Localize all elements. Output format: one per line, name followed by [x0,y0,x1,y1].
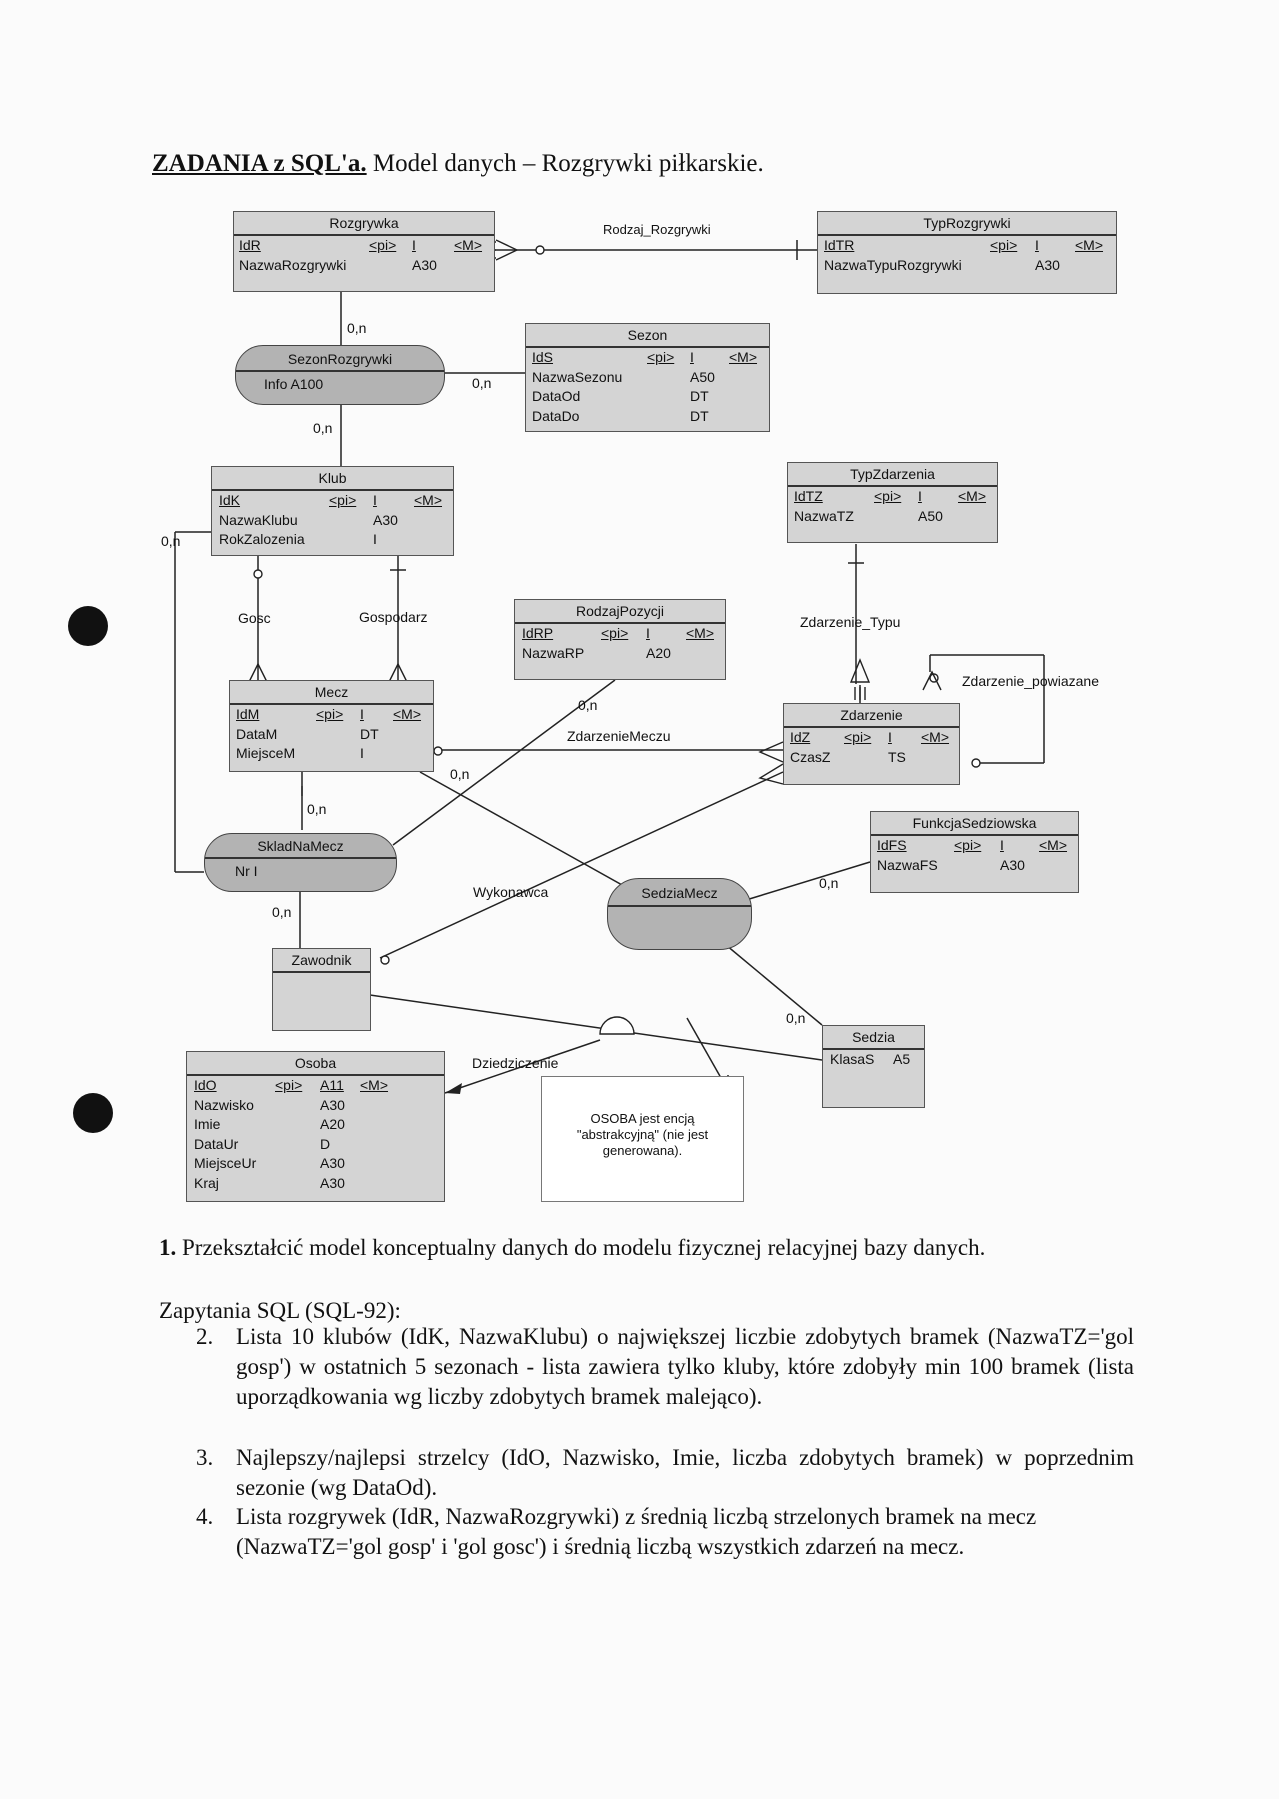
entity-mecz: Mecz IdM <pi> I <M> DataM DT MiejsceM I [229,680,434,772]
label-cardinality: 0,n [472,375,492,391]
entity-rozgrywka: Rozgrywka IdR <pi> I <M> NazwaRozgrywki A30 [233,211,495,292]
entity-funkcjasedziowska: FunkcjaSedziowska IdFS <pi> I <M> NazwaFS A30 [870,811,1079,893]
query-text: Lista 10 klubów (IdK, NazwaKlubu) o największej liczbie zdobytych bramek (NazwaTZ='gol gosp') w ostatnich 5 sezonach - lista zawiera tylko kluby, które zdobyły min 100 bramek (lista uporządkowania wg liczby zdobytych bramek malejąco). [236,1324,1134,1409]
relation-skladnamecz: SkladNaMecz Nr I [204,833,397,892]
label-cardinality: 0,n [161,533,181,549]
entity-osoba: Osoba IdO <pi> A11 <M> Nazwisko A30 Imie A20 DataUr D MiejsceUr A30 Kraj A30 [186,1051,445,1202]
task-1: 1. Przekształcić model konceptualny danych do modelu fizycznej relacyjnej bazy danych. [159,1235,986,1260]
entity-typrozgrywki: TypRozgrywki IdTR <pi> I <M> NazwaTypuRozgrywki A30 [817,211,1117,294]
query-item: 2. [196,1324,214,1349]
label-cardinality: 0,n [272,904,292,920]
label-rodzaj-rozgrywki: Rodzaj_Rozgrywki [603,222,711,237]
punch-hole [68,606,108,646]
entity-zdarzenie: Zdarzenie IdZ <pi> I <M> CzasZ TS [783,703,960,785]
entity-typzdarzenia: TypZdarzenia IdTZ <pi> I <M> NazwaTZ A50 [787,462,998,543]
query-item: 4. [196,1504,214,1529]
query-text: Najlepszy/najlepsi strzelcy (IdO, Nazwisko, Imie, liczba zdobytych bramek) w poprzednim sezonie (wg DataOd). [236,1445,1134,1500]
label-gospodarz: Gospodarz [359,609,428,625]
entity-sezon: Sezon IdS <pi> I <M> NazwaSezonu A50 DataOd DT DataDo DT [525,323,770,432]
label-wykonawca: Wykonawca [473,884,549,900]
entity-zawodnik: Zawodnik [272,948,371,1031]
page-title: ZADANIA z SQL'a. Model danych – Rozgrywki piłkarskie. [152,150,764,177]
note-text: OSOBA jest encją "abstrakcyjną" (nie jest generowana). [576,1111,709,1158]
entity-rodzajpozycji: RodzajPozycji IdRP <pi> I <M> NazwaRP A20 [514,599,726,680]
label-cardinality: 0,n [307,801,327,817]
label-cardinality: 0,n [450,766,470,782]
label-zdarzenie-typu: Zdarzenie_Typu [800,614,901,630]
label-cardinality: 0,n [786,1010,806,1026]
relation-sezonrozgrywki: SezonRozgrywki Info A100 [235,345,445,405]
queries-heading: Zapytania SQL (SQL-92): [159,1298,401,1323]
query-text: Lista rozgrywek (IdR, NazwaRozgrywki) z średnią liczbą strzelonych bramek na mecz (NazwaTZ='gol gosp' i 'gol gosc') i średnią liczbą wszystkich zdarzeń na mecz. [236,1504,1037,1559]
entity-sedzia: Sedzia KlasaS A5 [822,1025,925,1108]
note-box [541,1076,744,1202]
query-item: 3. [196,1445,214,1470]
entity-name: Rozgrywka [234,212,494,236]
relation-sedziamecz: SedziaMecz [607,878,752,950]
label-gosc: Gosc [238,610,271,626]
label-dziedziczenie: Dziedziczenie [472,1055,559,1071]
label-cardinality: 0,n [347,320,367,336]
punch-hole [73,1093,113,1133]
label-zdarzeniemeczu: ZdarzenieMeczu [567,728,671,744]
entity-klub: Klub IdK <pi> I <M> NazwaKlubu A30 RokZalozenia I [211,466,454,556]
label-cardinality: 0,n [313,420,333,436]
label-cardinality: 0,n [819,875,839,891]
label-cardinality: 0,n [578,697,598,713]
label-zdarzenie-powiazane: Zdarzenie_powiazane [962,673,1099,689]
